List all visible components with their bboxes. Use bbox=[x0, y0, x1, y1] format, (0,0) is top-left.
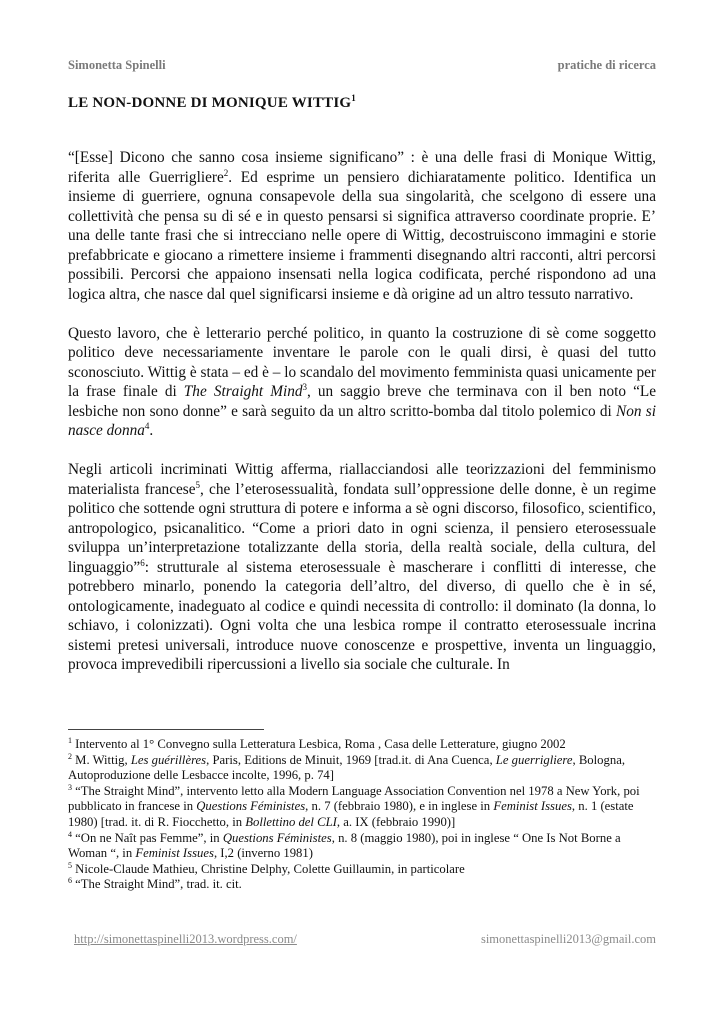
footnote-italic: Questions Féministes bbox=[222, 830, 332, 845]
page-footer bbox=[74, 932, 656, 947]
blog-link[interactable]: http://simonettaspinelli2013.wordpress.com/ bbox=[74, 932, 297, 946]
footnote-text: , Bologna, Autoproduzione delle Lesbacce incolte, 1996, p. 74] bbox=[68, 752, 626, 783]
page-header bbox=[68, 58, 656, 73]
paragraph-text: . bbox=[149, 422, 154, 439]
footnote-italic: Questions Féministes bbox=[196, 799, 306, 814]
paragraph-1 bbox=[68, 148, 656, 304]
footnote-number: 1 bbox=[68, 735, 72, 745]
footnote-number: 4 bbox=[68, 829, 72, 839]
footnote-ref-2[interactable]: 2 bbox=[223, 167, 229, 178]
footnotes bbox=[68, 737, 656, 893]
footnote-3 bbox=[68, 784, 656, 831]
footnote-number: 6 bbox=[68, 876, 72, 886]
footnote-5 bbox=[68, 862, 656, 878]
footnote-number: 3 bbox=[68, 782, 72, 792]
footnote-2 bbox=[68, 753, 656, 784]
footnote-italic: Le guerrigliere bbox=[495, 752, 573, 767]
footnote-4 bbox=[68, 831, 656, 862]
footnote-italic: Les guérillères bbox=[130, 752, 207, 767]
document-page bbox=[68, 0, 656, 1024]
footnote-text: “The Straight Mind”, trad. it. cit. bbox=[72, 877, 242, 892]
italic-title: Non si nasce donna bbox=[68, 402, 657, 439]
footnote-ref-6[interactable]: 6 bbox=[140, 557, 145, 568]
footnote-text: Intervento al 1° Convegno sulla Letteratura Lesbica, Roma , Casa delle Letterature, giugno 2002 bbox=[72, 737, 566, 751]
footnote-text: Nicole-Claude Mathieu, Christine Delphy, Colette Guillaumin, in particolare bbox=[72, 861, 465, 876]
footnote-ref-1[interactable]: 1 bbox=[351, 93, 356, 103]
footnote-1 bbox=[68, 737, 656, 753]
footnote-number: 2 bbox=[68, 751, 72, 761]
italic-title: The Straight Mind bbox=[183, 383, 303, 400]
paragraph-text: Questo lavoro, che è letterario perché politico, in quanto la costruzione di sè come soggetto politico deve necessariamente inventare le parole con le quali dirsi, è quasi del tutto sconosciuto. Wittig è stata – ed è – lo scandalo del movimento femminista quasi unicamente per la frase finale di bbox=[68, 324, 656, 400]
header-section: pratiche di ricerca bbox=[557, 58, 656, 72]
footnote-text: , n. 1 (estate 1980) [trad. it. di R. Fiocchetto, in bbox=[68, 799, 634, 829]
paragraph-text: Negli articoli incriminati Wittig afferma, riallacciandosi alle teorizzazioni del femminismo materialista francese bbox=[68, 461, 656, 498]
paragraph-3 bbox=[68, 460, 656, 675]
footnote-number: 5 bbox=[68, 860, 72, 870]
footnote-ref-4[interactable]: 4 bbox=[144, 420, 150, 431]
document-title bbox=[68, 95, 356, 112]
footnote-text: , I,2 (inverno 1981) bbox=[213, 846, 313, 861]
footnote-italic: Bollettino del CLI bbox=[245, 814, 337, 829]
footnote-separator bbox=[68, 729, 264, 730]
paragraph-text: , un saggio breve che terminava con il ben noto “Le lesbiche non sono donne” e sarà seguito da un altro scritto-bomba dal titolo polemico di bbox=[68, 383, 656, 420]
title-text: LE NON-DONNE DI MONIQUE WITTIG bbox=[68, 95, 352, 111]
paragraph-text: “[Esse] Dicono che sanno cosa insieme significano” : è una delle frasi di Monique Wittig, riferita alle Guerrigliere bbox=[68, 149, 656, 186]
footnote-ref-5[interactable]: 5 bbox=[195, 479, 201, 490]
paragraph-text: , che l’eterosessualità, fondata sull’oppressione delle donne, è un regime politico che sottende ogni struttura di potere e informa a sè ogni discorso, filosofico, scientifico, antropologico, psicanalitico. “Come a priori dato in ogni scienza, il pensiero eterosessuale sviluppa un’interpretazione totalizzante della storia, della realtà sociale, della cultura, del linguaggio” bbox=[68, 480, 656, 576]
header-author: Simonetta Spinelli bbox=[68, 58, 166, 72]
footnote-text: , a. IX (febbraio 1990)] bbox=[336, 814, 456, 829]
paragraph-text: . Ed esprime un pensiero dichiaratamente politico. Identifica un insieme di guerriere, ognuna consapevole della sua singolarità, che scelgono di essere una collettività che pensa su di sé e in questo pensarsi si significa attraverso coordinate proprie. E’ una delle tante frasi che si intrecciano nelle opere di Wittig, decostruiscono immagini e storie prefabbricate e giocano a rimettere insieme i frammenti disegnando altri racconti, altri percorsi possibili. Percorsi che appaiono insensati nella logica codificata, perché rispondono ad una logica altra, che nasce dal quel significarsi insieme e dà origine ad un altro tessuto narrativo. bbox=[68, 168, 656, 303]
paragraph-text: : strutturale al sistema eterosessuale è mascherare i conflitti di interesse, che potrebbero minarlo, ponendo la categoria dell’altro, del diverso, di quello che è in sé, ontologicamente, inadeguato al codice e quindi necessita di controllo: il dominato (la donna, lo schiavo, i colonizzati). Ogni volta che una lesbica rompe il contratto eterosessuale incrina sistemi pretesi universali, introduce nuove conoscenze e prospettive, inventa un linguaggio, provoca imprevedibili ripercussioni a livello sia sociale che culturale. In bbox=[68, 558, 656, 673]
footnote-italic: Feminist Issues bbox=[135, 846, 214, 861]
footnote-ref-3[interactable]: 3 bbox=[302, 381, 307, 392]
footnote-italic: Feminist Issues bbox=[493, 799, 572, 814]
footnote-text: , n. 7 (febbraio 1980), e in inglese in bbox=[305, 799, 494, 814]
document-body bbox=[68, 148, 656, 694]
email-address[interactable]: simonettaspinelli2013@gmail.com bbox=[480, 932, 656, 946]
footnote-text: , n. 8 (maggio 1980), poi in inglese “ One Is Not Borne a Woman “, in bbox=[68, 830, 621, 861]
footnote-text: , Paris, Editions de Minuit, 1969 [trad.it. di Ana Cuenca, bbox=[206, 752, 496, 767]
footnote-6 bbox=[68, 877, 656, 893]
footnote-text: “The Straight Mind”, intervento letto alla Modern Language Association Convention nel 1978 a New York, poi pubblicato in francese in bbox=[68, 783, 640, 814]
paragraph-2 bbox=[68, 324, 656, 441]
footnote-text: “On ne Naît pas Femme”, in bbox=[72, 830, 223, 845]
footnote-text: M. Wittig, bbox=[72, 752, 131, 767]
